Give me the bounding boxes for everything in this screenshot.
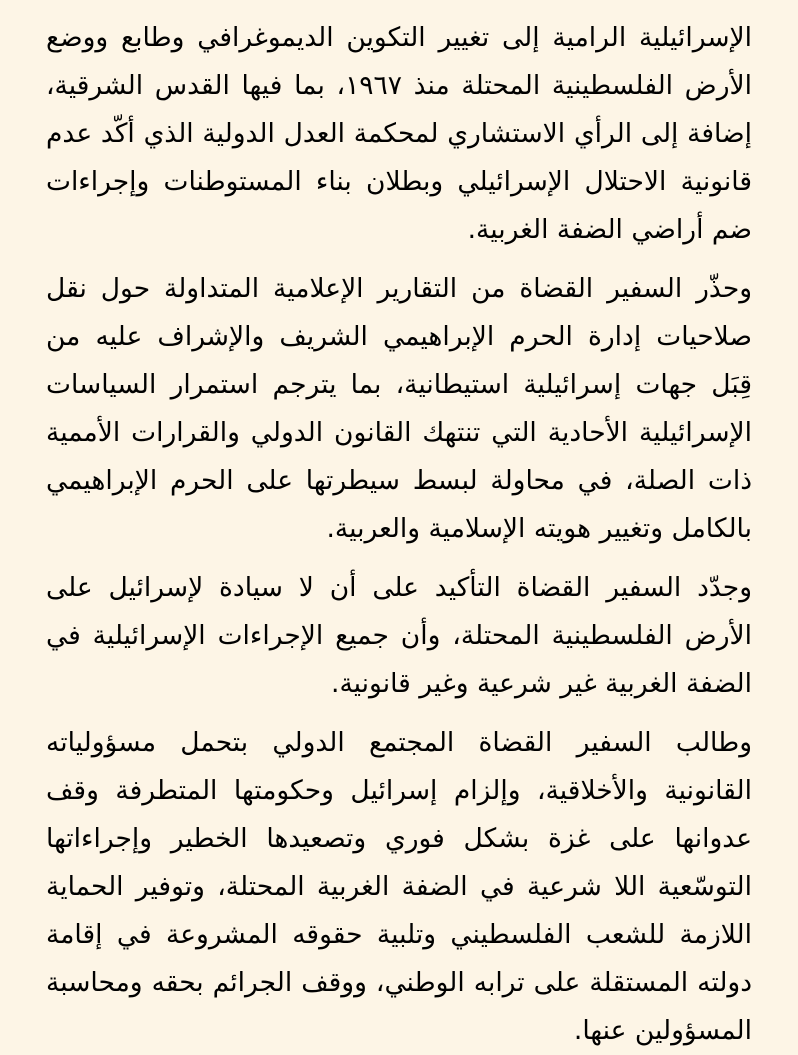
article-paragraph-2: وحذّر السفير القضاة من التقارير الإعلامية المتداولة حول نقل صلاحيات إدارة الحرم الإبراهيمي الشريف والإشراف عليه من قِبَل جهات إسرائيلية استيطانية، بما يترجم استمرار السياسات الإسرائيلية الأحادية التي تنتهك القانون الدولي والقرارات الأممية ذات الصلة، في محاولة لبسط سيطرتها على الحرم الإبراهيمي بالكامل وتغيير هويته الإسلامية والعربية. (46, 273, 752, 544)
article-paragraph-3: وجدّد السفير القضاة التأكيد على أن لا سيادة لإسرائيل على الأرض الفلسطينية المحتلة، وأن جميع الإجراءات الإسرائيلية في الضفة الغربية غير شرعية وغير قانونية. (46, 572, 752, 699)
article-paragraph-1: الإسرائيلية الرامية إلى تغيير التكوين الديموغرافي وطابع ووضع الأرض الفلسطينية المحتلة منذ ١٩٦٧، بما فيها القدس الشرقية، إضافة إلى الرأي الاستشاري لمحكمة العدل الدولية الذي أكّد عدم قانونية الاحتلال الإسرائيلي وبطلان بناء المستوطنات وإجراءات ضم أراضي الضفة الغربية. (46, 22, 752, 245)
article-paragraph-4: وطالب السفير القضاة المجتمع الدولي بتحمل مسؤولياته القانونية والأخلاقية، وإلزام إسرائيل وحكومتها المتطرفة وقف عدوانها على غزة بشكل فوري وتصعيدها الخطير وإجراءاتها التوسّعية اللا شرعية في الضفة الغربية المحتلة، وتوفير الحماية اللازمة للشعب الفلسطيني وتلبية حقوقه المشروعة في إقامة دولته المستقلة على ترابه الوطني، ووقف الجرائم بحقه ومحاسبة المسؤولين عنها. (46, 727, 752, 1046)
